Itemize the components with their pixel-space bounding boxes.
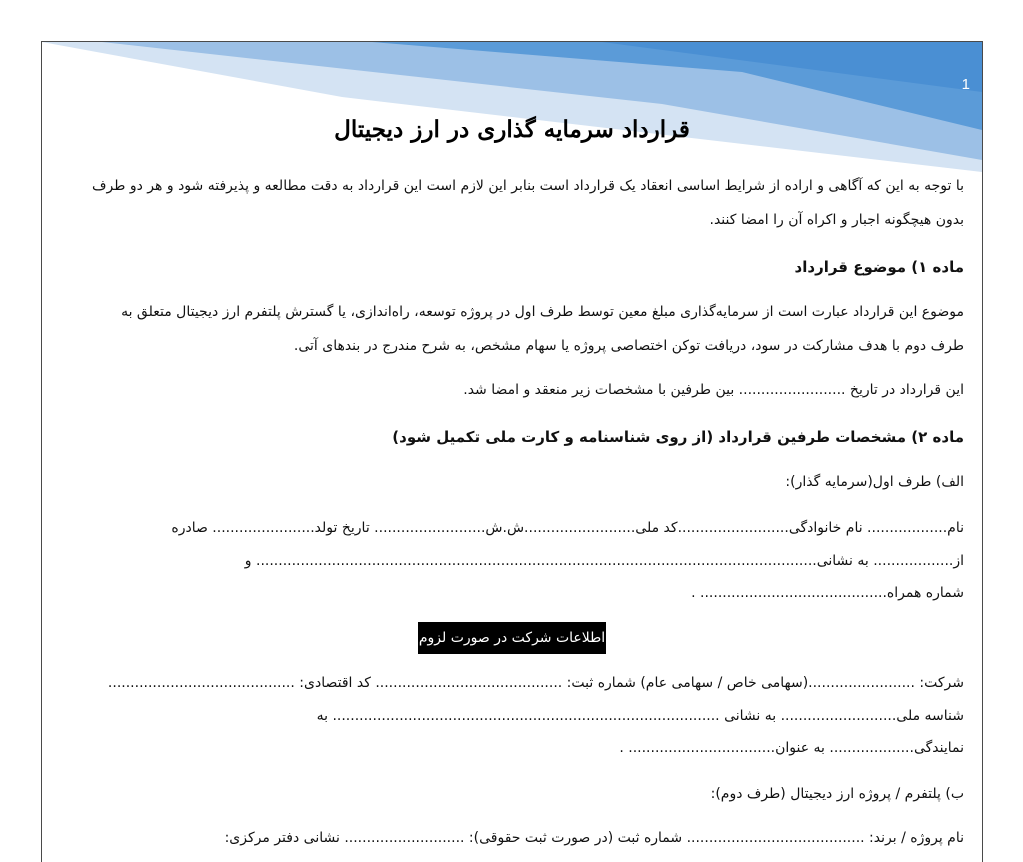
intro-paragraph-line-2: بدون هیچگونه اجبار و اکراه آن را امضا کنند. xyxy=(709,212,964,228)
article-2-heading: ماده ۲) مشخصات طرفین قرارداد (از روی شناسنامه و کارت ملی تکمیل شود) xyxy=(392,428,964,446)
contract-date-line: این قرارداد در تاریخ ........................ بین طرفین با مشخصات زیر منعقد و امضا شد. xyxy=(463,382,964,398)
party-a-line-2: از.................. به نشانی.............................................................................................................................. و xyxy=(244,553,964,569)
party-b-heading: ب) پلتفرم / پروژه ارز دیجیتال (طرف دوم): xyxy=(710,786,964,802)
party-b-line-1: نام پروژه / برند: ........................................ شماره ثبت (در صورت ثبت حقوقی): ........................... نشانی دفتر مرکزی: xyxy=(224,830,964,846)
article-1-heading: ماده ۱) موضوع قرارداد xyxy=(794,258,964,276)
party-a-line-1: نام.................. نام خانوادگی.........................کد ملی.........................ش.ش......................... تاریخ تولد....................... صادره xyxy=(171,520,964,536)
document-page xyxy=(41,41,983,862)
company-line-1: شرکت: ........................(سهامی خاص / سهامی عام) شماره ثبت: .......................................... کد اقتصادی: .......................................... xyxy=(107,675,964,691)
page-number: 1 xyxy=(961,76,970,93)
document-title: قرارداد سرمایه گذاری در ارز دیجیتال xyxy=(334,116,690,143)
party-a-heading: الف) طرف اول(سرمایه گذار): xyxy=(785,474,964,490)
company-line-3: نمایندگی................... به عنوان................................. . xyxy=(619,740,964,756)
header-wave-decoration xyxy=(42,42,982,182)
article-1-line-2: طرف دوم با هدف مشارکت در سود، دریافت توکن اختصاصی پروژه یا سهام مشخص، به شرح مندرج در بندهای آتی. xyxy=(293,338,964,354)
company-line-2: شناسه ملی.......................... به نشانی ....................................................................................... به xyxy=(316,708,964,724)
intro-paragraph-line-1: با توجه به این که آگاهی و اراده از شرایط اساسی انعقاد یک قرارداد است بنابر این لازم است این قرارداد به دقت مطالعه و پذیرفته شود و هر دو طرف xyxy=(92,178,964,194)
company-info-banner: اطلاعات شرکت در صورت لزوم xyxy=(418,622,606,654)
viewer-background xyxy=(0,0,1023,41)
party-a-line-3: شماره همراه.......................................... . xyxy=(691,585,964,601)
article-1-line-1: موضوع این قرارداد عبارت است از سرمایه‌گذاری مبلغ معین توسط طرف اول در پروژه توسعه، راه‌اندازی، یا گسترش پلتفرم ارز دیجیتال متعلق به xyxy=(121,304,964,320)
